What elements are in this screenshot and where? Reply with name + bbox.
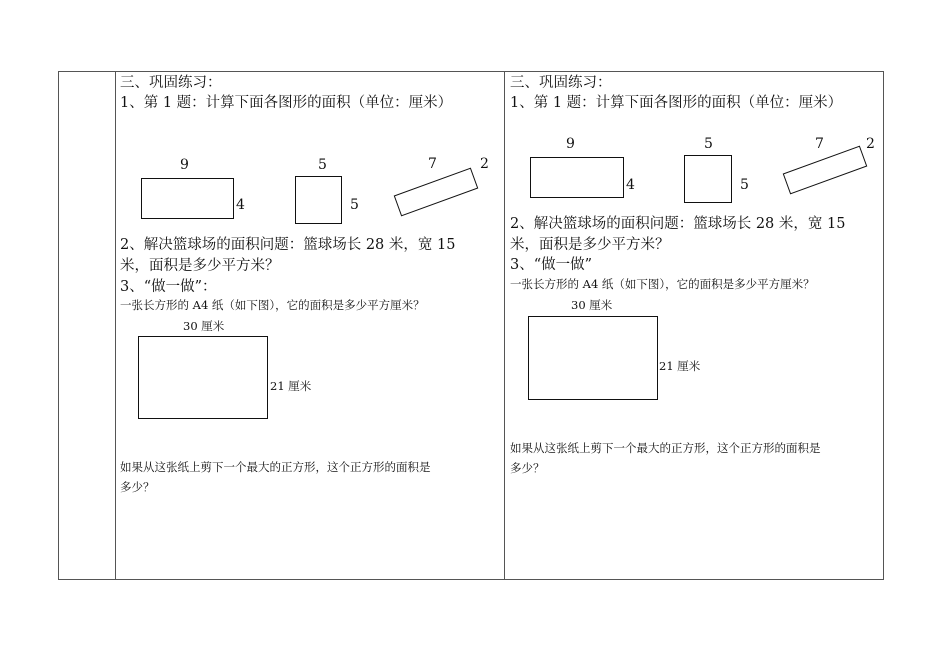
figure3-rectangle bbox=[783, 146, 868, 195]
figure2-square bbox=[684, 155, 732, 203]
figure3-height-label: 2 bbox=[480, 156, 489, 172]
figure2-square bbox=[295, 176, 342, 224]
figure3-rectangle bbox=[394, 168, 479, 217]
question-4-line2: 多少？ bbox=[120, 480, 155, 494]
a4-height-label: 21 厘米 bbox=[270, 379, 312, 393]
a4-width-label: 30 厘米 bbox=[571, 298, 613, 312]
question-4-text bbox=[120, 457, 502, 497]
figure1-width-label: 9 bbox=[180, 157, 189, 173]
question-2-line2: 米，面积是多少平方米？ bbox=[510, 237, 670, 253]
question-3-title: 3、“做一做” bbox=[510, 257, 593, 273]
question-2-line1: 2、解决篮球场的面积问题：篮球场长 28 米，宽 15 bbox=[510, 216, 846, 232]
a4-height-label: 21 厘米 bbox=[659, 359, 701, 373]
question-3-text: 一张长方形的 A4 纸（如下图），它的面积是多少平方厘米？ bbox=[120, 298, 425, 312]
figure3-width-label: 7 bbox=[815, 136, 824, 152]
figure3-height-label: 2 bbox=[866, 136, 875, 152]
question-2-line2: 米，面积是多少平方米？ bbox=[120, 258, 280, 274]
question-4-line2: 多少？ bbox=[510, 461, 545, 475]
figure1-rectangle bbox=[141, 178, 234, 219]
question-4-line1: 如果从这张纸上剪下一个最大的正方形，这个正方形的面积是 bbox=[510, 441, 821, 455]
question-1-text: 1、第 1 题：计算下面各图形的面积（单位：厘米） bbox=[510, 95, 843, 111]
figure1-height-label: 4 bbox=[236, 197, 245, 213]
right-exercise-cell bbox=[505, 71, 883, 580]
a4-paper-rectangle bbox=[528, 316, 658, 400]
a4-width-label: 30 厘米 bbox=[183, 319, 225, 333]
figure2-height-label: 5 bbox=[740, 177, 749, 193]
question-2-text bbox=[120, 235, 502, 277]
question-2-line1: 2、解决篮球场的面积问题：篮球场长 28 米，宽 15 bbox=[120, 237, 456, 253]
figure2-height-label: 5 bbox=[350, 197, 359, 213]
section-title: 三、巩固练习： bbox=[510, 75, 612, 91]
left-exercise-cell bbox=[116, 71, 504, 580]
question-4-text bbox=[510, 438, 882, 478]
figure1-width-label: 9 bbox=[566, 136, 575, 152]
figure2-width-label: 5 bbox=[704, 136, 713, 152]
figure2-width-label: 5 bbox=[318, 157, 327, 173]
question-4-line1: 如果从这张纸上剪下一个最大的正方形，这个正方形的面积是 bbox=[120, 460, 431, 474]
question-1-text: 1、第 1 题：计算下面各图形的面积（单位：厘米） bbox=[120, 95, 453, 111]
question-3-title: 3、“做一做”： bbox=[120, 279, 217, 295]
figure1-rectangle bbox=[530, 157, 624, 198]
question-2-text bbox=[510, 214, 882, 256]
question-3-text: 一张长方形的 A4 纸（如下图），它的面积是多少平方厘米？ bbox=[510, 277, 815, 291]
section-title: 三、巩固练习： bbox=[120, 75, 222, 91]
figure1-height-label: 4 bbox=[626, 177, 635, 193]
a4-paper-rectangle bbox=[138, 336, 268, 419]
figure3-width-label: 7 bbox=[428, 156, 437, 172]
